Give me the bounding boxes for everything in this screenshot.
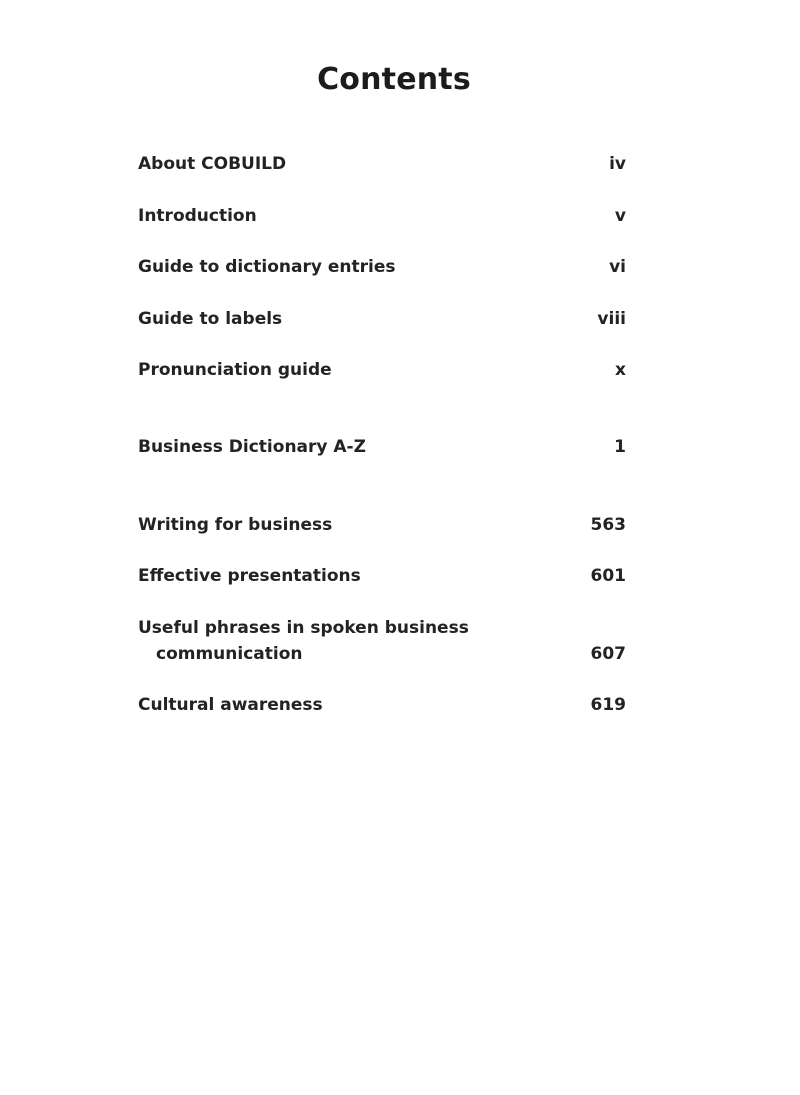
- toc-entry-label: Effective presentations: [138, 566, 361, 586]
- toc-entry-page: 601: [590, 566, 626, 586]
- toc-entry-label-line1: Useful phrases in spoken business: [138, 618, 469, 638]
- toc-entry-page: 563: [590, 515, 626, 535]
- toc-entry-page: 619: [590, 695, 626, 715]
- toc-entry-page: iv: [609, 154, 626, 174]
- toc-entry-pronunciation-guide[interactable]: [138, 357, 626, 383]
- toc-entry-introduction[interactable]: [138, 203, 626, 229]
- toc-entry-label: Cultural awareness: [138, 695, 323, 715]
- toc-entry-writing-for-business[interactable]: [138, 512, 626, 538]
- toc-entry-page: x: [615, 360, 626, 380]
- toc-entry-page: vi: [609, 257, 626, 277]
- toc-entry-guide-to-dictionary-entries[interactable]: [138, 254, 626, 280]
- toc-entry-label: Writing for business: [138, 515, 333, 535]
- toc-entry-label: Pronunciation guide: [138, 360, 332, 380]
- toc-entry-page: v: [614, 206, 626, 226]
- toc-entry-label: Guide to labels: [138, 309, 283, 329]
- toc-entry-page: 1: [614, 437, 626, 457]
- toc-entry-label: Introduction: [138, 206, 257, 226]
- toc-entry-label: [138, 615, 538, 667]
- toc-entry-guide-to-labels[interactable]: [138, 306, 626, 332]
- toc-entry-page: 607: [590, 644, 626, 664]
- toc-entry-cultural-awareness[interactable]: [138, 692, 626, 718]
- toc-entry-label: Guide to dictionary entries: [138, 257, 396, 277]
- toc-entry-label: About COBUILD: [138, 154, 287, 174]
- page-title: Contents: [317, 62, 471, 97]
- toc-entry-label-line2: communication: [156, 644, 303, 664]
- toc-entry-about-cobuild[interactable]: [138, 151, 626, 177]
- toc-entry-business-dictionary[interactable]: [138, 434, 626, 460]
- toc-entry-label: Business Dictionary A-Z: [138, 437, 366, 457]
- toc-entry-useful-phrases[interactable]: [138, 615, 626, 667]
- toc-entry-page: viii: [597, 309, 626, 329]
- toc-entry-effective-presentations[interactable]: [138, 563, 626, 589]
